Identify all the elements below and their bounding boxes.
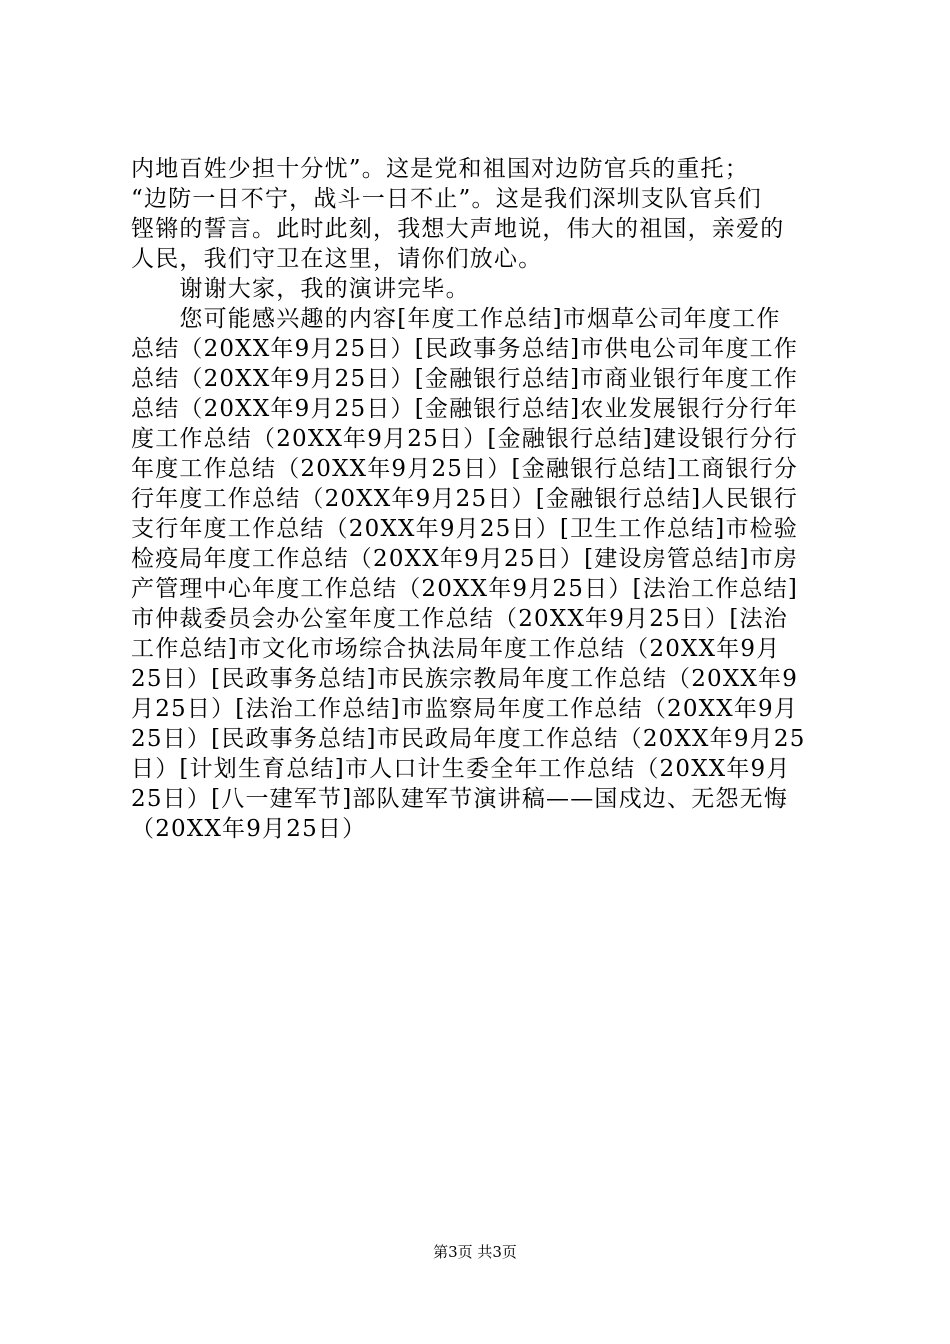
text-line: 检疫局年度工作总结（20XX年9月25日）[建设房管总结]市房 — [131, 546, 799, 572]
text-line: 内地百姓少担十分忧”。这是党和祖国对边防官兵的重托； — [131, 156, 749, 182]
text-line: 产管理中心年度工作总结（20XX年9月25日）[法治工作总结] — [131, 576, 799, 602]
text-line: 25日）[八一建军节]部队建军节演讲稿——国戍边、无怨无悔 — [131, 786, 789, 812]
text-line: 谢谢大家，我的演讲完毕。 — [131, 276, 470, 302]
text-line: 25日）[民政事务总结]市民族宗教局年度工作总结（20XX年9 — [131, 666, 799, 692]
page-footer — [0, 1242, 950, 1262]
text-line: “边防一日不宁，战斗一日不止”。这是我们深圳支队官兵们 — [131, 186, 762, 212]
text-line: 支行年度工作总结（20XX年9月25日）[卫生工作总结]市检验 — [131, 516, 799, 542]
text-line: 总结（20XX年9月25日）[民政事务总结]市供电公司年度工作 — [131, 336, 799, 362]
text-line: 年度工作总结（20XX年9月25日）[金融银行总结]工商银行分 — [131, 456, 799, 482]
text-line: 度工作总结（20XX年9月25日）[金融银行总结]建设银行分行 — [131, 426, 799, 452]
document-body — [131, 154, 831, 844]
text-line: 铿锵的誓言。此时此刻，我想大声地说，伟大的祖国，亲爱的 — [131, 216, 785, 242]
text-line: 25日）[民政事务总结]市民政局年度工作总结（20XX年9月25 — [131, 726, 806, 752]
text-line: 工作总结]市文化市场综合执法局年度工作总结（20XX年9月 — [131, 636, 781, 662]
text-line: 您可能感兴趣的内容[年度工作总结]市烟草公司年度工作 — [131, 306, 781, 332]
text-line: 日）[计划生育总结]市人口计生委全年工作总结（20XX年9月 — [131, 756, 791, 782]
text-line: （20XX年9月25日） — [131, 816, 367, 842]
text-line: 总结（20XX年9月25日）[金融银行总结]市商业银行年度工作 — [131, 366, 799, 392]
text-line: 人民，我们守卫在这里，请你们放心。 — [131, 246, 543, 272]
text-line: 行年度工作总结（20XX年9月25日）[金融银行总结]人民银行 — [131, 486, 799, 512]
text-line: 市仲裁委员会办公室年度工作总结（20XX年9月25日）[法治 — [131, 606, 788, 632]
text-line: 总结（20XX年9月25日）[金融银行总结]农业发展银行分行年 — [131, 396, 799, 422]
text-line: 月25日）[法治工作总结]市监察局年度工作总结（20XX年9月 — [131, 696, 799, 722]
page-number: 第3页 共3页 — [433, 1243, 517, 1261]
